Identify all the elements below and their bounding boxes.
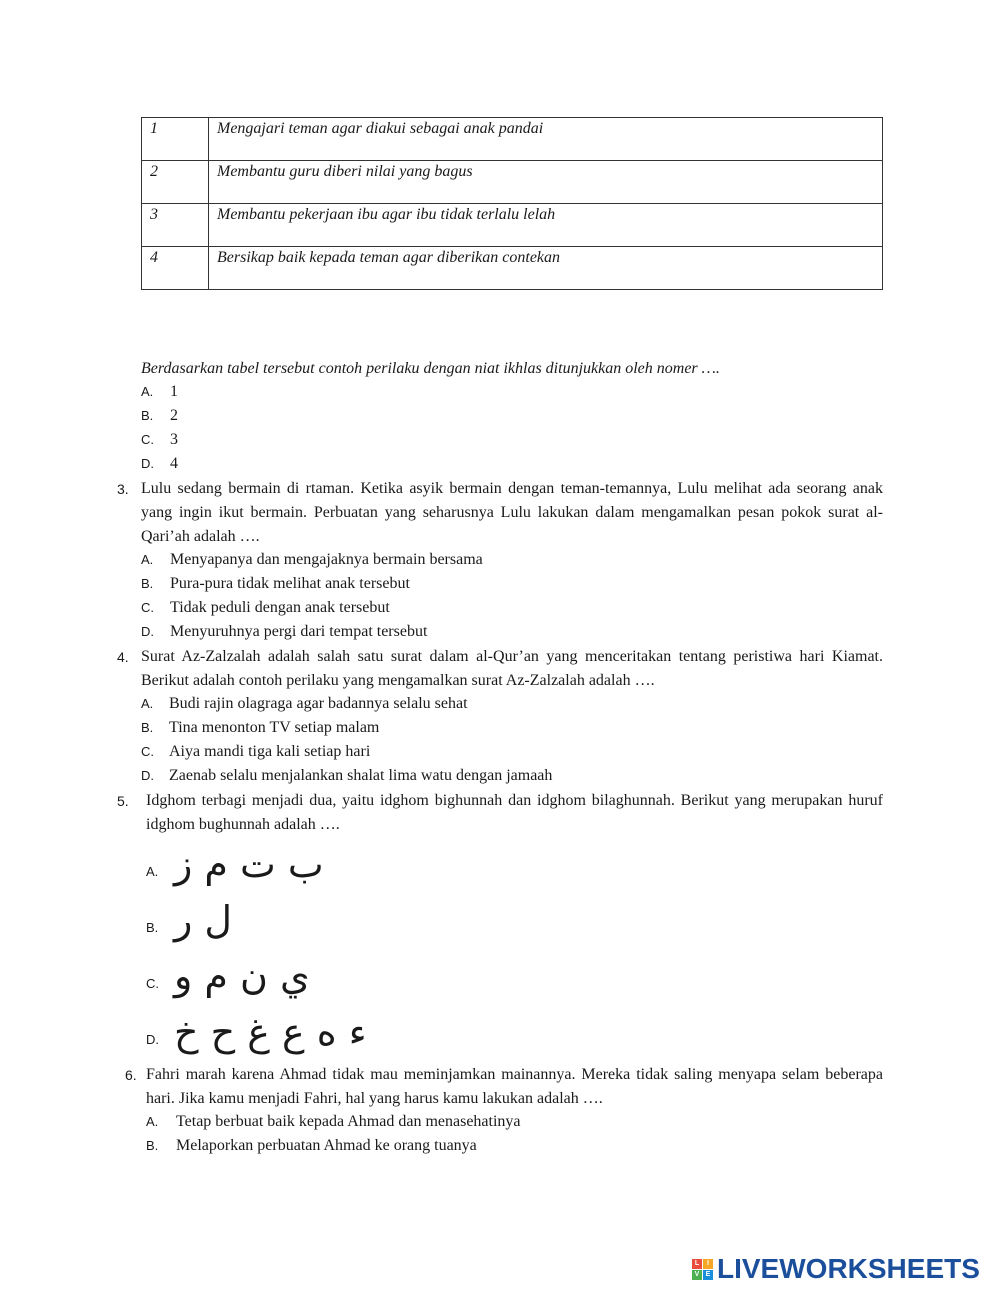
table-cell-number: 3 [142, 204, 209, 247]
option-letter: C. [141, 600, 154, 615]
option-letter: A. [141, 552, 154, 567]
arabic-letters: ب ت م ز [174, 842, 324, 886]
logo-mark-tile: V [692, 1270, 702, 1280]
option-letter: C. [146, 976, 159, 991]
question-2-prompt: Berdasarkan tabel tersebut contoh perilaku dengan niat ikhlas ditunjukkan oleh nomer …. [141, 360, 720, 377]
option-letter: B. [141, 720, 154, 735]
logo-mark-tile: E [703, 1270, 713, 1280]
table-cell-text: Mengajari teman agar diakui sebagai anak pandai [209, 118, 883, 161]
logo-mark-tile: I [703, 1259, 713, 1269]
arabic-letters: ل ر [174, 898, 233, 942]
option-letter: A. [146, 864, 159, 879]
option-text: 4 [170, 455, 178, 472]
option-letter: D. [141, 768, 154, 783]
logo-mark-icon [692, 1259, 713, 1280]
table-cell-text: Membantu pekerjaan ibu agar ibu tidak terlalu lelah [209, 204, 883, 247]
table-cell-number: 2 [142, 161, 209, 204]
table-row [142, 204, 883, 247]
option-text: Pura-pura tidak melihat anak tersebut [170, 575, 410, 592]
logo-mark-tile: L [692, 1259, 702, 1269]
question-5-number: 5. [117, 793, 129, 809]
option-letter: B. [141, 408, 154, 423]
logo-wordmark: LIVEWORKSHEETS [717, 1253, 980, 1284]
question-5-text: Idghom terbagi menjadi dua, yaitu idghom bighunnah dan idghom bilaghunnah. Berikut yang merupakan huruf idghom bughunnah adalah …. [146, 792, 883, 833]
question-4-text: Surat Az-Zalzalah adalah salah satu surat dalam al-Qur’an yang menceritakan tentang peristiwa hari Kiamat. Berikut adalah contoh perilaku yang mengamalkan surat Az-Zalzalah adalah …. [141, 648, 883, 689]
question-6-number: 6. [125, 1067, 137, 1083]
option-text: Tetap berbuat baik kepada Ahmad dan menasehatinya [176, 1113, 521, 1130]
option-text: Tidak peduli dengan anak tersebut [170, 599, 390, 616]
option-letter: D. [141, 624, 154, 639]
option-letter: B. [146, 920, 159, 935]
option-text: Tina menonton TV setiap malam [169, 719, 380, 736]
option-letter: C. [141, 432, 154, 447]
question-3-text: Lulu sedang bermain di rtaman. Ketika asyik bermain dengan teman-temannya, Lulu melihat ada seorang anak yang ingin ikut bermain. Perbuatan yang seharusnya Lulu lakukan dalam mengamalkan pesan pokok surat al- Qari’ah adalah …. [141, 480, 883, 545]
option-text: Zaenab selalu menjalankan shalat lima watu dengan jamaah [169, 767, 553, 784]
option-letter: B. [141, 576, 154, 591]
table-cell-number: 4 [142, 247, 209, 290]
arabic-letters: ي ن م و [174, 954, 310, 998]
liveworksheets-logo [692, 1254, 980, 1284]
option-text: Melaporkan perbuatan Ahmad ke orang tuanya [176, 1137, 477, 1154]
option-letter: A. [141, 384, 154, 399]
option-text: Aiya mandi tiga kali setiap hari [169, 743, 371, 760]
option-text: Budi rajin olagraga agar badannya selalu sehat [169, 695, 468, 712]
arabic-letters: ء ه ع غ ح خ [174, 1010, 367, 1054]
question-4-number: 4. [117, 649, 129, 665]
question-6-text: Fahri marah karena Ahmad tidak mau meminjamkan mainannya. Mereka tidak saling menyapa selam beberapa hari. Jika kamu menjadi Fahri, hal yang harus kamu lakukan adalah …. [146, 1066, 883, 1107]
table-row [142, 161, 883, 204]
option-letter: A. [146, 1114, 159, 1129]
option-text: 3 [170, 431, 178, 448]
table-row [142, 247, 883, 290]
option-letter: A. [141, 696, 154, 711]
option-text: 2 [170, 407, 178, 424]
option-text: 1 [170, 383, 178, 400]
option-text: Menyapanya dan mengajaknya bermain bersama [170, 551, 483, 568]
table-cell-text: Membantu guru diberi nilai yang bagus [209, 161, 883, 204]
option-letter: D. [141, 456, 154, 471]
option-letter: C. [141, 744, 154, 759]
table-row [142, 118, 883, 161]
behavior-table [141, 117, 883, 290]
option-letter: D. [146, 1032, 159, 1047]
table-cell-number: 1 [142, 118, 209, 161]
table-cell-text: Bersikap baik kepada teman agar diberikan contekan [209, 247, 883, 290]
question-3-number: 3. [117, 481, 129, 497]
option-letter: B. [146, 1138, 159, 1153]
option-text: Menyuruhnya pergi dari tempat tersebut [170, 623, 428, 640]
